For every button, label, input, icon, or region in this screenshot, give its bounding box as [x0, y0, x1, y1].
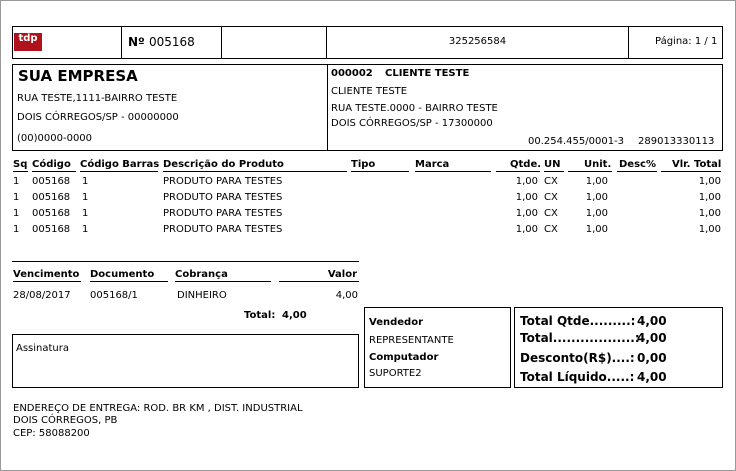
col-underline-codigo-barras	[80, 171, 158, 172]
pay-header-vencimento: Vencimento	[13, 269, 80, 280]
pay-header-cobranca: Cobrança	[175, 269, 228, 280]
col-header-qtde: Qtde.	[510, 159, 542, 170]
client-name: CLIENTE TESTE	[331, 86, 408, 97]
row-unit: 1,00	[585, 176, 608, 187]
col-underline-qtde	[496, 171, 540, 172]
row-vlr-total: 1,00	[698, 176, 721, 187]
row-vlr-total: 1,00	[698, 192, 721, 203]
payments-top-line	[12, 261, 359, 262]
row-codigo: 005168	[32, 176, 71, 187]
pay-valor: 4,00	[335, 290, 358, 301]
row-codigo-barras: 1	[82, 176, 89, 187]
delivery-address-line3: CEP: 58088200	[13, 428, 90, 439]
col-underline-unit	[568, 171, 612, 172]
col-header-vlr-total: Vlr. Total	[672, 159, 722, 170]
delivery-address-line2: DOIS CÓRREGOS, PB	[13, 415, 118, 426]
pay-cobranca: DINHEIRO	[177, 290, 227, 301]
col-underline-marca	[415, 171, 491, 172]
pay-underline-vencimento	[13, 281, 81, 282]
row-qtde: 1,00	[515, 224, 538, 235]
net-total-value: 4,00	[637, 370, 667, 384]
pay-underline-documento	[90, 281, 168, 282]
computer-value: SUPORTE2	[369, 368, 422, 379]
pay-documento: 005168/1	[90, 290, 138, 301]
row-unit: 1,00	[585, 208, 608, 219]
row-qtde: 1,00	[515, 208, 538, 219]
barcode-number: 325256584	[448, 36, 507, 47]
col-header-marca: Marca	[415, 159, 450, 170]
row-sq: 1	[13, 176, 20, 187]
row-un: CX	[544, 192, 558, 203]
col-underline-sq	[13, 171, 28, 172]
company-city: DOIS CÓRREGOS/SP - 00000000	[17, 112, 179, 123]
number-value: 005168	[149, 35, 195, 49]
payments-total-label: Total:	[244, 310, 276, 321]
row-un: CX	[544, 208, 558, 219]
col-underline-un	[544, 171, 564, 172]
number-label: Nº	[128, 35, 145, 49]
company-address: RUA TESTE,1111-BAIRRO TESTE	[17, 93, 178, 104]
row-sq: 1	[13, 208, 20, 219]
row-descricao: PRODUTO PARA TESTES	[163, 224, 283, 235]
col-underline-descricao	[163, 171, 347, 172]
col-header-descricao: Descrição do Produto	[163, 159, 284, 170]
row-un: CX	[544, 176, 558, 187]
row-codigo-barras: 1	[82, 224, 89, 235]
row-un: CX	[544, 224, 558, 235]
discount-value: 0,00	[637, 351, 667, 365]
row-vlr-total: 1,00	[698, 224, 721, 235]
total-qtde-value: 4,00	[637, 314, 667, 328]
col-header-codigo-barras: Código Barras	[80, 159, 160, 170]
client-code: 000002	[331, 68, 373, 79]
signature-label: Assinatura	[16, 343, 70, 354]
row-unit: 1,00	[585, 192, 608, 203]
row-unit: 1,00	[585, 224, 608, 235]
row-descricao: PRODUTO PARA TESTES	[163, 176, 283, 187]
row-descricao: PRODUTO PARA TESTES	[163, 192, 283, 203]
col-header-sq: Sq	[13, 159, 28, 170]
total-qtde-label: Total Qtde.........:	[520, 314, 636, 328]
total-label: Total..................:	[520, 331, 640, 345]
col-header-codigo: Código	[32, 159, 71, 170]
row-descricao: PRODUTO PARA TESTES	[163, 208, 283, 219]
delivery-address-line1: ENDEREÇO DE ENTREGA: ROD. BR KM , DIST. INDUSTRIAL	[13, 403, 303, 414]
client-address: RUA TESTE.0000 - BAIRRO TESTE	[331, 103, 498, 114]
row-sq: 1	[13, 192, 20, 203]
client-document: 00.254.455/0001-3	[528, 136, 625, 147]
col-underline-tipo	[351, 171, 409, 172]
seller-value: REPRESENTANTE	[369, 335, 454, 346]
col-header-desc: Desc%	[619, 159, 656, 170]
row-qtde: 1,00	[515, 176, 538, 187]
client-name-title: CLIENTE TESTE	[385, 68, 470, 79]
client-ie: 289013330113	[638, 136, 715, 147]
client-city: DOIS CÓRREGOS/SP - 17300000	[331, 118, 493, 129]
row-codigo: 005168	[32, 192, 71, 203]
pay-underline-valor	[279, 281, 359, 282]
col-underline-desc	[617, 171, 657, 172]
col-underline-vlr-total	[661, 171, 721, 172]
pay-underline-cobranca	[175, 281, 271, 282]
company-name: SUA EMPRESA	[18, 67, 138, 85]
discount-label: Desconto(R$)....:	[520, 351, 635, 365]
company-phone: (00)0000-0000	[17, 133, 93, 144]
col-header-un: UN	[544, 159, 561, 170]
payments-total-value: 4,00	[282, 310, 307, 321]
pay-vencimento: 28/08/2017	[13, 290, 71, 301]
pay-header-valor: Valor	[327, 269, 357, 280]
row-codigo: 005168	[32, 208, 71, 219]
seller-label: Vendedor	[369, 317, 423, 328]
pay-header-documento: Documento	[90, 269, 155, 280]
col-underline-codigo	[32, 171, 76, 172]
row-qtde: 1,00	[515, 192, 538, 203]
net-total-label: Total Líquido.....:	[520, 370, 635, 384]
company-logo: tdp	[14, 33, 42, 49]
row-codigo: 005168	[32, 224, 71, 235]
row-codigo-barras: 1	[82, 208, 89, 219]
page-indicator: Página: 1 / 1	[655, 36, 718, 47]
logo-underline	[14, 49, 42, 51]
row-sq: 1	[13, 224, 20, 235]
col-header-unit: Unit.	[584, 159, 612, 170]
total-value: 4,00	[637, 331, 667, 345]
row-codigo-barras: 1	[82, 192, 89, 203]
computer-label: Computador	[369, 352, 439, 363]
header-empty-cell	[221, 26, 327, 59]
row-vlr-total: 1,00	[698, 208, 721, 219]
col-header-tipo: Tipo	[351, 159, 376, 170]
